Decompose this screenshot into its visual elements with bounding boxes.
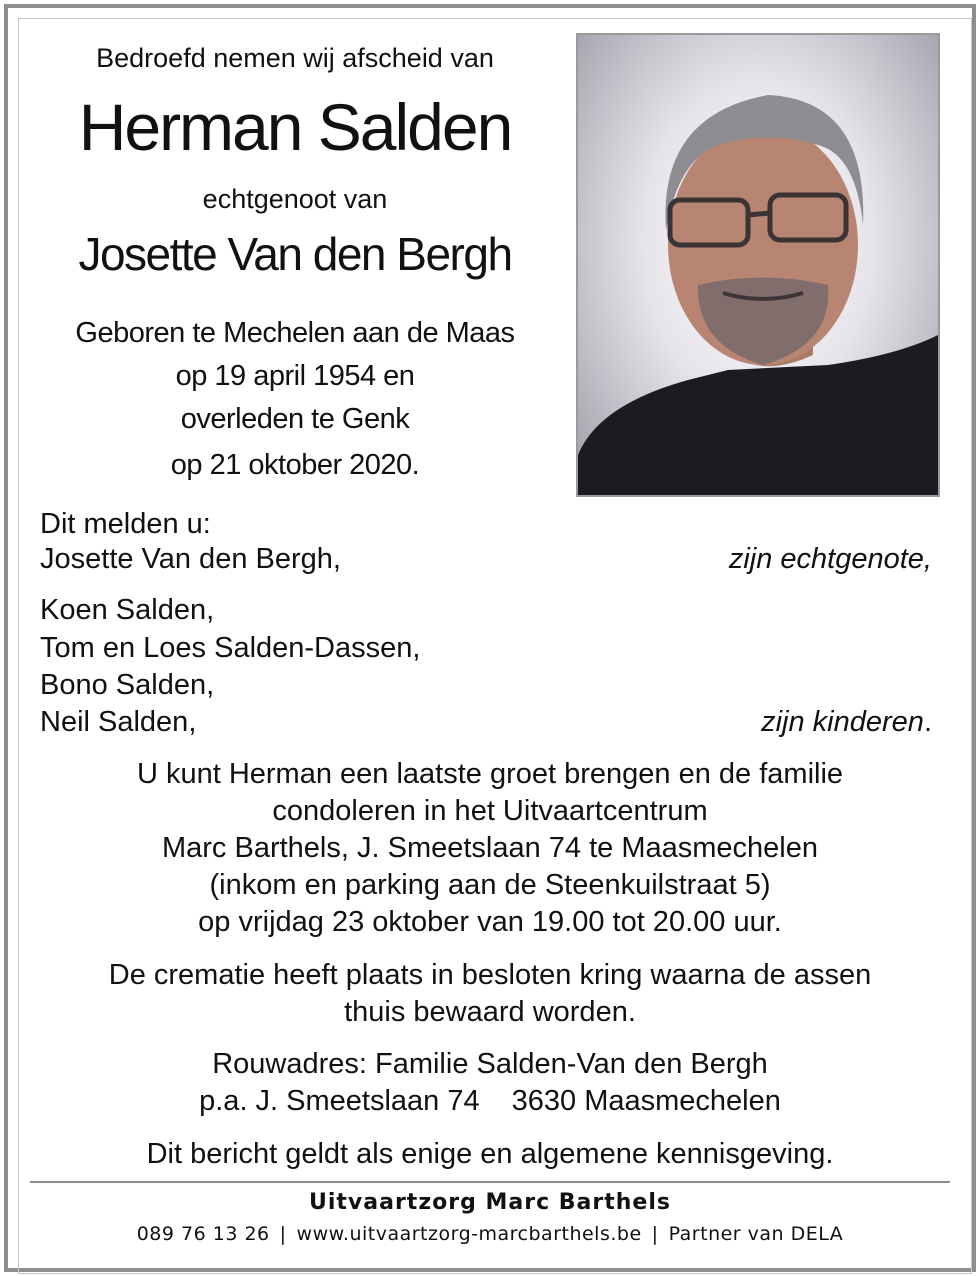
visitation-line-4: (inkom en parking aan de Steenkuilstraat 5) xyxy=(209,869,771,901)
footer-partner: Partner van DELA xyxy=(668,1223,844,1245)
visitation-line-1: U kunt Herman een laatste groet brengen en de familie xyxy=(136,758,844,790)
footer-separator: | xyxy=(651,1223,659,1245)
death-line-2: op 21 oktober 2020. xyxy=(170,449,420,481)
role-children xyxy=(761,703,932,741)
child-1: Koen Salden, xyxy=(40,594,215,626)
cremation-line-2: thuis bewaard worden. xyxy=(344,996,636,1028)
child-2: Tom en Loes Salden-Dassen, xyxy=(40,632,421,664)
footer-website-link[interactable]: www.uitvaartzorg-marcbarthels.be xyxy=(296,1223,642,1245)
child-3: Bono Salden, xyxy=(40,669,215,701)
relation-line: echtgenoot van xyxy=(202,184,388,214)
child-4: Neil Salden, xyxy=(40,706,197,738)
footer-contact xyxy=(30,1220,950,1248)
address-line-1: Rouwadres: Familie Salden-Van den Bergh xyxy=(212,1048,768,1080)
role-children-text: zijn kinderen xyxy=(761,706,924,738)
birth-line-1: Geboren te Mechelen aan de Maas xyxy=(75,317,515,349)
visitation-line-2: condoleren in het Uitvaartcentrum xyxy=(272,795,708,827)
address-street: p.a. J. Smeetslaan 74 xyxy=(199,1085,480,1117)
deceased-name: Herman Salden xyxy=(78,90,512,164)
footer-phone: 089 76 13 26 xyxy=(136,1223,270,1245)
portrait-photo xyxy=(576,33,940,497)
spouse-name: Josette Van den Bergh xyxy=(78,228,512,280)
visitation-line-3: Marc Barthels, J. Smeetslaan 74 te Maasmechelen xyxy=(161,832,819,864)
birth-line-2: op 19 april 1954 en xyxy=(175,360,415,392)
notice-line: Dit bericht geldt als enige en algemene kennisgeving. xyxy=(146,1138,834,1170)
intro-line: Bedroefd nemen wij afscheid van xyxy=(96,43,494,73)
death-line-1: overleden te Genk xyxy=(180,403,410,435)
footer-separator: | xyxy=(279,1223,287,1245)
role-spouse: zijn echtgenote, xyxy=(728,543,932,575)
family-spouse: Josette Van den Bergh, xyxy=(40,543,341,575)
funeral-company: Uitvaartzorg Marc Barthels xyxy=(309,1190,671,1215)
footer-divider xyxy=(30,1181,950,1183)
visitation-line-5: op vrijdag 23 oktober van 19.00 tot 20.00 uur. xyxy=(198,906,782,938)
family-intro: Dit melden u: xyxy=(40,508,211,540)
role-children-suffix: . xyxy=(923,706,932,738)
address-line-2 xyxy=(30,1083,950,1120)
address-city: 3630 Maasmechelen xyxy=(511,1085,781,1117)
cremation-line-1: De crematie heeft plaats in besloten kring waarna de assen xyxy=(108,959,872,991)
portrait-illustration xyxy=(578,35,938,495)
